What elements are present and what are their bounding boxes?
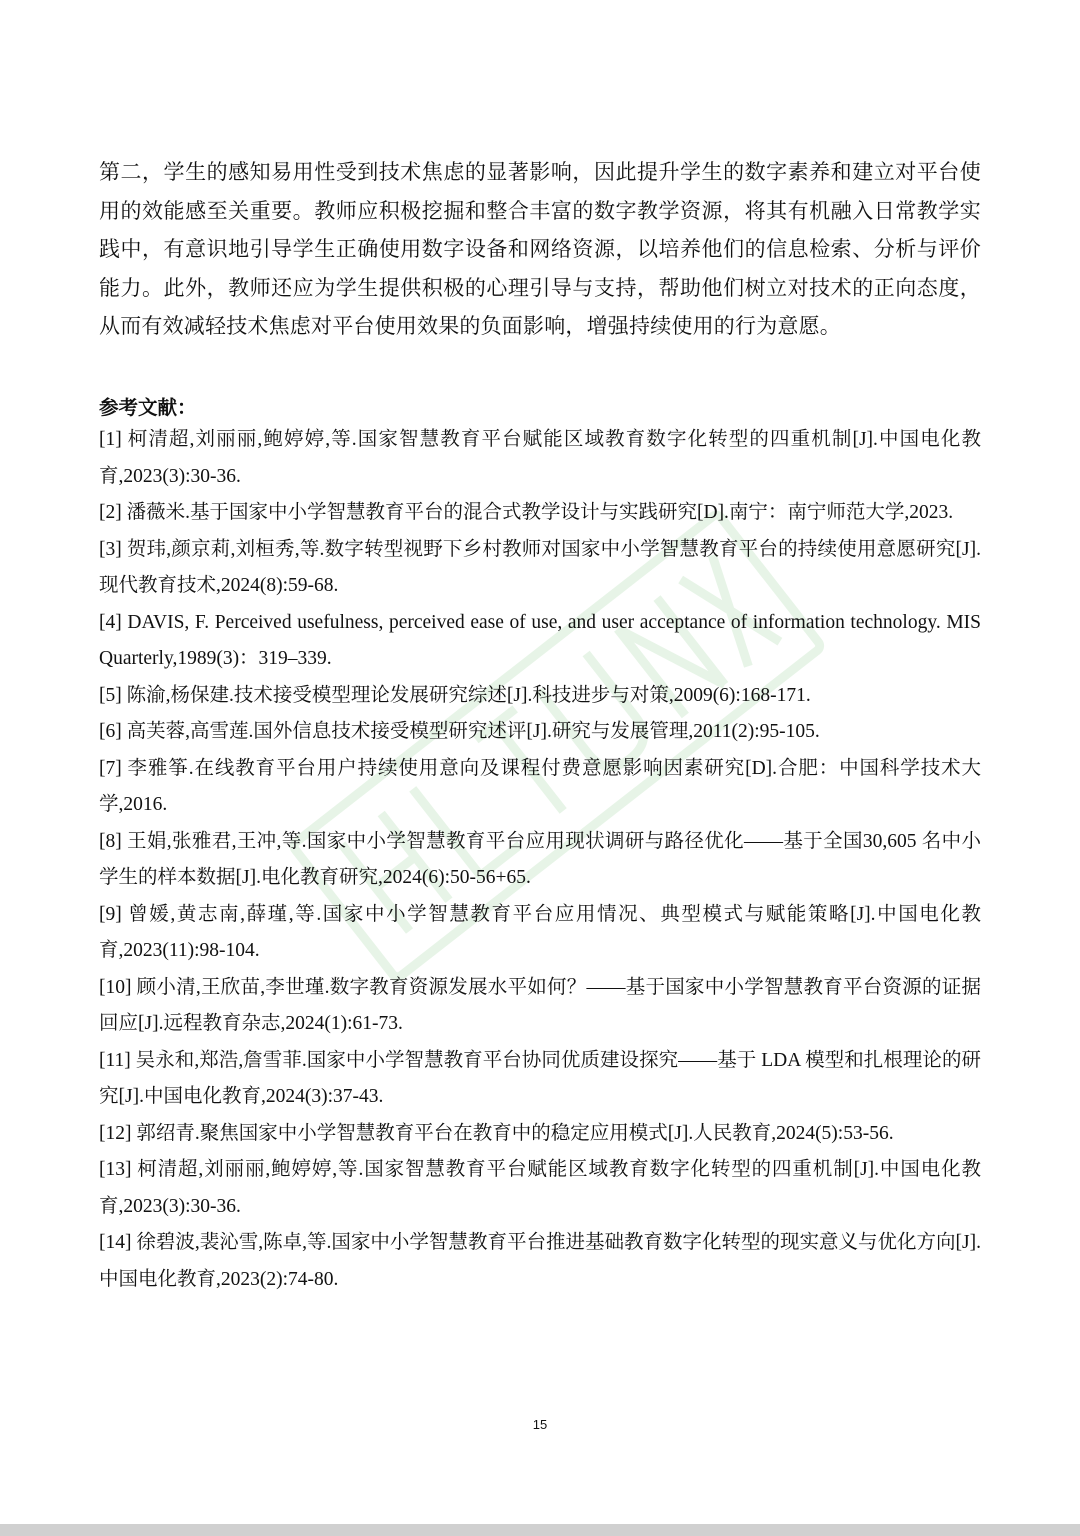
- bottom-strip: [0, 1524, 1080, 1536]
- reference-item-2: [2] 潘薇米.基于国家中小学智慧教育平台的混合式教学设计与实践研究[D].南宁：南宁师范大学,2023.: [99, 502, 954, 523]
- references-heading: 参考文献：: [99, 396, 197, 419]
- reference-item-13: [13] 柯清超,刘丽丽,鲍婷婷,等.国家智慧教育平台赋能区域教育数字化转型的四重机制[J].中国电化教育,2023(3):30-36.: [99, 1159, 981, 1217]
- reference-item-5: [5] 陈渝,杨保建.技术接受模型理论发展研究综述[J].科技进步与对策,2009(6):168-171.: [99, 684, 811, 706]
- reference-item-4: [4] DAVIS, F. Perceived usefulness, perceived ease of use, and user acceptance of information technology. MIS Quarterly,1989(3)：319–339.: [99, 611, 981, 669]
- reference-item-8: [8] 王娟,张雅君,王冲,等.国家中小学智慧教育平台应用现状调研与路径优化——基于全国30,605 名中小学生的样本数据[J].电化教育研究,2024(6):50-56+65.: [99, 830, 981, 888]
- reference-item-12: [12] 郭绍青.聚焦国家中小学智慧教育平台在教育中的稳定应用模式[J].人民教育,2024(5):53-56.: [99, 1122, 894, 1144]
- reference-item-14: [14] 徐碧波,裴沁雪,陈卓,等.国家中小学智慧教育平台推进基础教育数字化转型的现实意义与优化方向[J].中国电化教育,2023(2):74-80.: [99, 1232, 981, 1290]
- reference-item-6: [6] 高芙蓉,高雪莲.国外信息技术接受模型研究述评[J].研究与发展管理,2011(2):95-105.: [99, 721, 820, 742]
- reference-item-3: [3] 贺玮,颜京莉,刘桓秀,等.数字转型视野下乡村教师对国家中小学智慧教育平台的持续使用意愿研究[J].现代教育技术,2024(8):59-68.: [99, 538, 981, 596]
- reference-item-7: [7] 李雅筝.在线教育平台用户持续使用意向及课程付费意愿影响因素研究[D].合肥：中国科学技术大学,2016.: [99, 757, 981, 815]
- reference-list: [99, 422, 981, 1298]
- page-number: 15: [532, 1417, 548, 1432]
- reference-item-9: [9] 曾媛,黄志南,薛瑾,等.国家中小学智慧教育平台应用情况、典型模式与赋能策略[J].中国电化教育,2023(11):98-104.: [99, 903, 981, 961]
- reference-item-10: [10] 顾小清,王欣苗,李世瑾.数字教育资源发展水平如何？——基于国家中小学智慧教育平台资源的证据回应[J].远程教育杂志,2024(1):61-73.: [99, 976, 981, 1034]
- body-paragraph: 第二，学生的感知易用性受到技术焦虑的显著影响，因此提升学生的数字素养和建立对平台使用的效能感至关重要。教师应积极挖掘和整合丰富的数字教学资源，将其有机融入日常教学实践中，有意识地引导学生正确使用数字设备和网络资源，以培养他们的信息检索、分析与评价能力。此外，教师还应为学生提供积极的心理引导与支持，帮助他们树立对技术的正向态度，从而有效减轻技术焦虑对平台使用效果的负面影响，增强持续使用的行为意愿。: [99, 160, 981, 339]
- reference-item-1: [1] 柯清超,刘丽丽,鲍婷婷,等.国家智慧教育平台赋能区域教育数字化转型的四重机制[J].中国电化教育,2023(3):30-36.: [99, 429, 981, 487]
- reference-item-11: [11] 吴永和,郑浩,詹雪菲.国家中小学智慧教育平台协同优质建设探究——基于 LDA 模型和扎根理论的研究[J].中国电化教育,2024(3):37-43.: [99, 1049, 981, 1107]
